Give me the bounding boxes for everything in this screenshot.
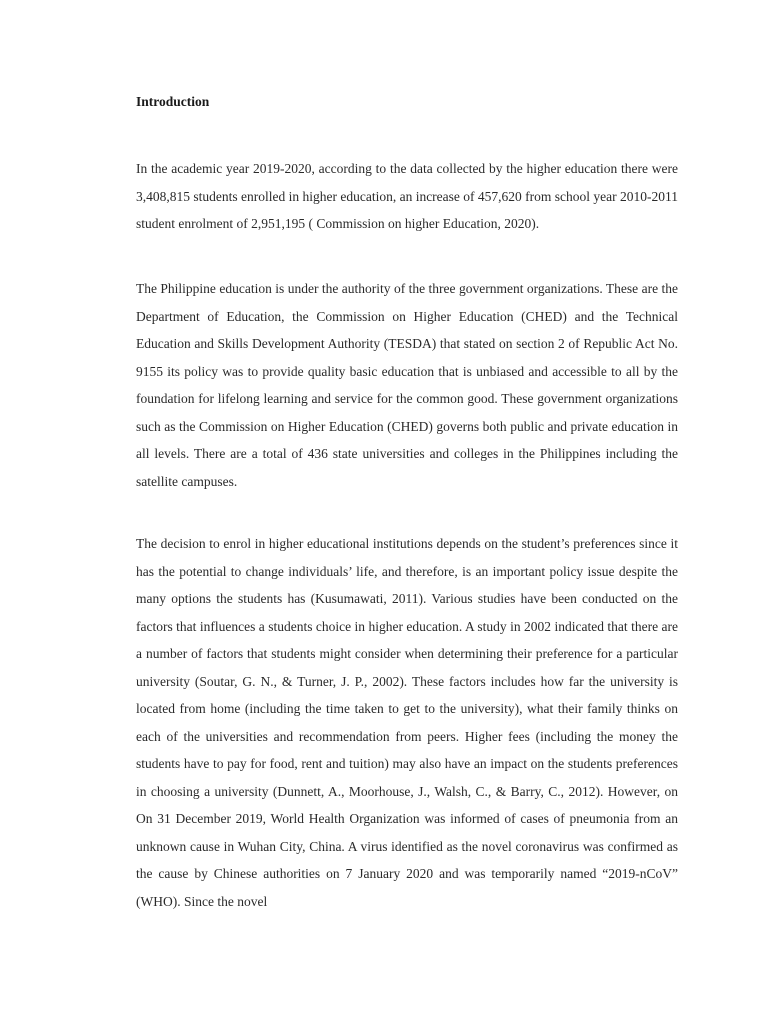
paragraph-philippine-education-authority: The Philippine education is under the authority of the three government organizations. These are the Department of Education, the Commission on Higher Education (CHED) and the Technical Education and Skills Development Authority (TESDA) that stated on section 2 of Republic Act No. 9155 its policy was to provide quality basic education that is unbiased and accessible to all by the foundation for lifelong learning and service for the common good. These government organizations such as the Commission on Higher Education (CHED) governs both public and private education in all levels. There are a total of 436 state universities and colleges in the Philippines including the satellite campuses. — [136, 281, 678, 489]
section-heading: Introduction — [136, 94, 210, 109]
paragraph-enrollment-statistics: In the academic year 2019-2020, according to the data collected by the higher education there were 3,408,815 students enrolled in higher education, an increase of 457,620 from school year 2010-2011 student enrolment of 2,951,195 ( Commission on higher Education, 2020). — [136, 161, 678, 231]
paragraph-enrolment-decision-factors: The decision to enrol in higher educational institutions depends on the student’s preferences since it has the potential to change individuals’ life, and therefore, is an important policy issue despite the many options the students has (Kusumawati, 2011). Various studies have been conducted on the factors that influences a students choice in higher education. A study in 2002 indicated that there are a number of factors that students might consider when determining their preference for a particular university (Soutar, G. N., & Turner, J. P., 2002). These factors includes how far the university is located from home (including the time taken to get to the university), what their family thinks on each of the universities and recommendation from peers. Higher fees (including the money the students have to pay for food, rent and tuition) may also have an impact on the students preferences in choosing a university (Dunnett, A., Moorhouse, J., Walsh, C., & Barry, C., 2012). However, on On 31 December 2019, World Health Organization was informed of cases of pneumonia from an unknown cause in Wuhan City, China. A virus identified as the novel coronavirus was confirmed as the cause by Chinese authorities on 7 January 2020 and was temporarily named “2019-nCoV” (WHO). Since the novel — [136, 536, 678, 909]
